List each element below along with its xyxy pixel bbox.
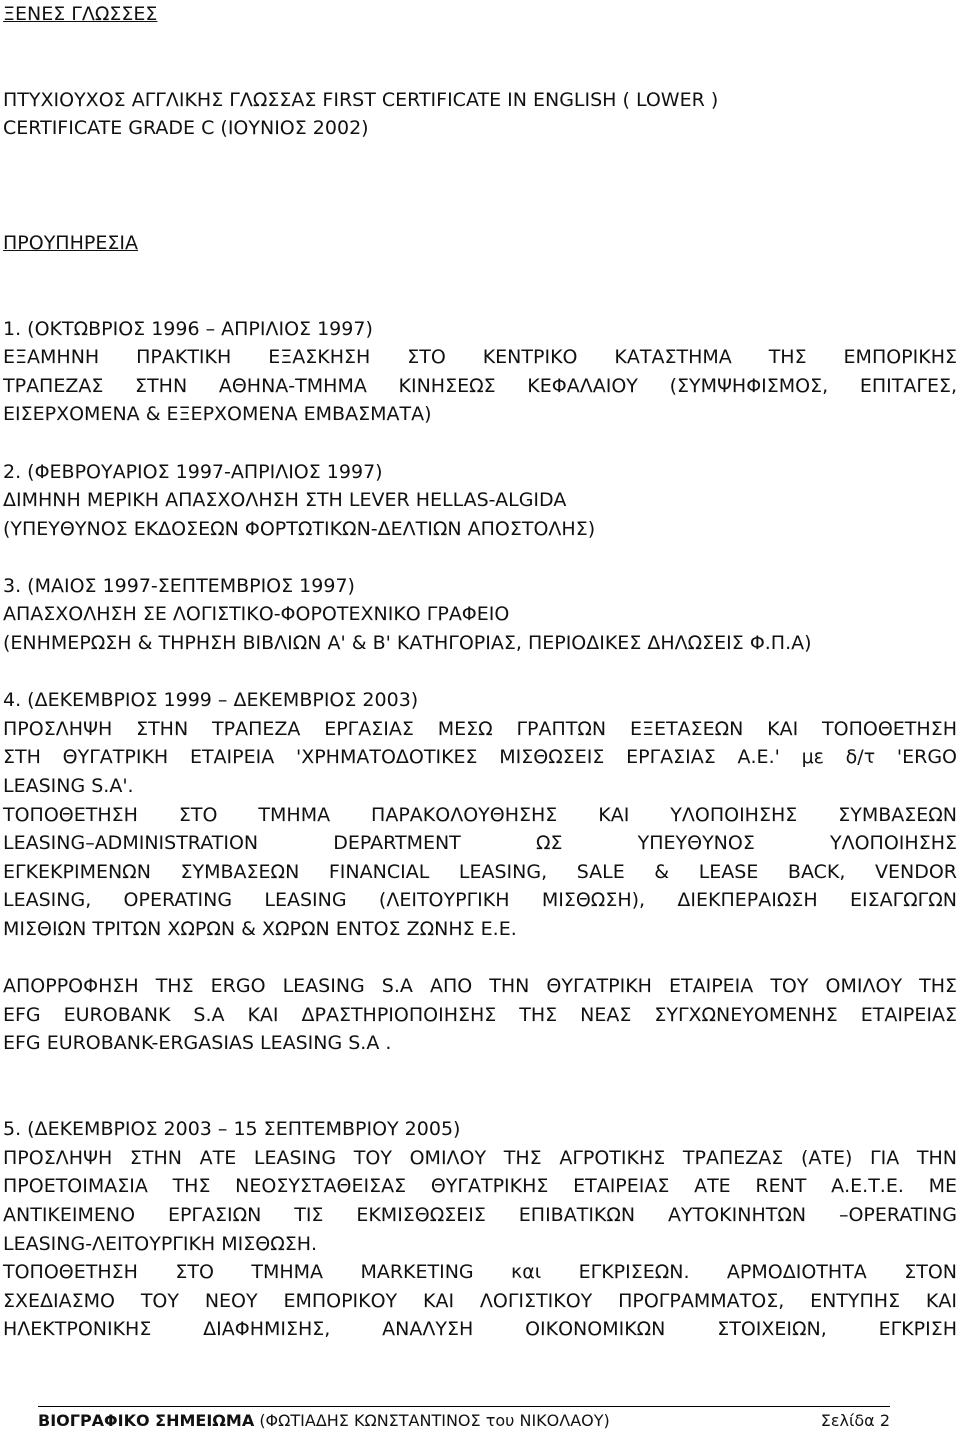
job-4-line: ΕΓΚΕΚΡΙΜΕΝΩΝ ΣΥΜΒΑΣΕΩΝ FINANCIAL LEASING, SALE & LEASE BACK, VENDOR [3, 860, 957, 883]
job-5-line: ΑΝΤΙΚΕΙΜΕΝΟ ΕΡΓΑΣΙΩΝ ΤΙΣ ΕΚΜΙΣΘΩΣΕΙΣ ΕΠΙΒΑΤΙΚΩΝ ΑΥΤΟΚΙΝΗΤΩΝ –OPERATING [3, 1203, 957, 1226]
job-3-period: 3. (ΜΑΙΟΣ 1997-ΣΕΠΤΕΜΒΡΙΟΣ 1997) [3, 574, 355, 597]
language-line: CERTIFICATE GRADE C (ΙΟΥΝΙΟΣ 2002) [3, 117, 369, 140]
footer-page-number: Σελίδα 2 [820, 1411, 890, 1430]
job-4-line: LEASING–ADMINISTRATION DEPARTMENT ΩΣ ΥΠΕΥΘΥΝΟΣ ΥΛΟΠΟΙΗΣΗΣ [3, 832, 957, 855]
job-4b-line: EFG EUROBANK S.A ΚΑΙ ΔΡΑΣΤΗΡΙΟΠΟΙΗΣΗΣ ΤΗΣ ΝΕΑΣ ΣΥΓΧΩΝΕΥΟΜΕΝΗΣ ΕΤΑΙΡΕΙΑΣ [3, 1003, 957, 1026]
job-1-line: ΤΡΑΠΕΖΑΣ ΣΤΗΝ ΑΘΗΝΑ-ΤΜΗΜΑ ΚΙΝΗΣΕΩΣ ΚΕΦΑΛΑΙΟΥ (ΣΥΜΨΗΦΙΣΜΟΣ, ΕΠΙΤΑΓΕΣ, [3, 374, 957, 397]
job-4-line: LEASING S.A'. [3, 775, 134, 798]
experience-heading: ΠΡΟΥΠΗΡΕΣΙΑ [3, 231, 138, 254]
job-4-period: 4. (ΔΕΚΕΜΒΡΙΟΣ 1999 – ΔΕΚΕΜΒΡΙΟΣ 2003) [3, 689, 419, 712]
footer-left [38, 1411, 610, 1431]
footer-author: (ΦΩΤΙΑΔΗΣ ΚΩΝΣΤΑΝΤΙΝΟΣ του ΝΙΚΟΛΑΟΥ) [259, 1411, 610, 1430]
job-4-line: ΜΙΣΘΙΩΝ ΤΡΙΤΩΝ ΧΩΡΩΝ & ΧΩΡΩΝ ΕΝΤΟΣ ΖΩΝΗΣ Ε.Ε. [3, 918, 517, 941]
job-4-line: ΣΤΗ ΘΥΓΑΤΡΙΚΗ ΕΤΑΙΡΕΙΑ 'ΧΡΗΜΑΤΟΔΟΤΙΚΕΣ ΜΙΣΘΩΣΕΙΣ ΕΡΓΑΣΙΑΣ Α.Ε.' με δ/τ 'ERGO [3, 746, 957, 769]
language-line: ΠΤΥΧΙΟΥΧΟΣ ΑΓΓΛΙΚΗΣ ΓΛΩΣΣΑΣ FIRST CERTIFICATE IN ENGLISH ( LOWER ) [3, 88, 719, 111]
job-5-line: ΣΧΕΔΙΑΣΜΟ ΤΟΥ ΝΕΟΥ ΕΜΠΟΡΙΚΟΥ ΚΑΙ ΛΟΓΙΣΤΙΚΟΥ ΠΡΟΓΡΑΜΜΑΤΟΣ, ΕΝΤΥΠΗΣ ΚΑΙ [3, 1289, 957, 1312]
job-3-line: (ΕΝΗΜΕΡΩΣΗ & ΤΗΡΗΣΗ ΒΙΒΛΙΩΝ Α' & Β' ΚΑΤΗΓΟΡΙΑΣ, ΠΕΡΙΟΔΙΚΕΣ ΔΗΛΩΣΕΙΣ Φ.Π.Α) [3, 632, 812, 655]
job-1-line: ΕΞΑΜΗΝΗ ΠΡΑΚΤΙΚΗ ΕΞΑΣΚΗΣΗ ΣΤΟ ΚΕΝΤΡΙΚΟ ΚΑΤΑΣΤΗΜΑ ΤΗΣ ΕΜΠΟΡΙΚΗΣ [3, 346, 957, 369]
job-4-line: ΠΡΟΣΛΗΨΗ ΣΤΗΝ ΤΡΑΠΕΖΑ ΕΡΓΑΣΙΑΣ ΜΕΣΩ ΓΡΑΠΤΩΝ ΕΞΕΤΑΣΕΩΝ ΚΑΙ ΤΟΠΟΘΕΤΗΣΗ [3, 717, 957, 740]
job-3-line: ΑΠΑΣΧΟΛΗΣΗ ΣΕ ΛΟΓΙΣΤΙΚΟ-ΦΟΡΟΤΕΧΝΙΚΟ ΓΡΑΦΕΙΟ [3, 603, 510, 626]
job-4b-line: ΑΠΟΡΡΟΦΗΣΗ ΤΗΣ ERGO LEASING S.A ΑΠΟ ΤΗΝ ΘΥΓΑΤΡΙΚΗ ΕΤΑΙΡΕΙΑ ΤΟΥ ΟΜΙΛΟΥ ΤΗΣ [3, 975, 957, 998]
languages-heading: ΞΕΝΕΣ ΓΛΩΣΣΕΣ [3, 3, 158, 25]
job-5-line: ΤΟΠΟΘΕΤΗΣΗ ΣΤΟ ΤΜΗΜΑ MARKETING και ΕΓΚΡΙΣΕΩΝ. ΑΡΜΟΔΙΟΤΗΤΑ ΣΤΟΝ [3, 1261, 957, 1284]
job-4b-line: EFG EUROBANK-ERGASIAS LEASING S.A . [3, 1032, 392, 1055]
footer-doc-title: ΒΙΟΓΡΑΦΙΚΟ ΣΗΜΕΙΩΜΑ [38, 1411, 255, 1430]
job-5-line: ΠΡΟΕΤΟΙΜΑΣΙΑ ΤΗΣ ΝΕΟΣΥΣΤΑΘΕΙΣΑΣ ΘΥΓΑΤΡΙΚΗΣ ΕΤΑΙΡΕΙΑΣ ΑΤΕ RENT Α.Ε.Τ.Ε. ΜΕ [3, 1175, 957, 1198]
job-2-line: ΔΙΜΗΝΗ ΜΕΡΙΚΗ ΑΠΑΣΧΟΛΗΣΗ ΣΤΗ LEVER HELLAS-ALGIDA [3, 489, 567, 512]
job-4-line: LEASING, OPERATING LEASING (ΛΕΙΤΟΥΡΓΙΚΗ ΜΙΣΘΩΣΗ), ΔΙΕΚΠΕΡΑΙΩΣΗ ΕΙΣΑΓΩΓΩΝ [3, 889, 957, 912]
job-4-line: ΤΟΠΟΘΕΤΗΣΗ ΣΤΟ ΤΜΗΜΑ ΠΑΡΑΚΟΛΟΥΘΗΣΗΣ ΚΑΙ ΥΛΟΠΟΙΗΣΗΣ ΣΥΜΒΑΣΕΩΝ [3, 803, 957, 826]
job-5-line: ΠΡΟΣΛΗΨΗ ΣΤΗΝ ΑΤΕ LEASING ΤΟΥ ΟΜΙΛΟΥ ΤΗΣ ΑΓΡΟΤΙΚΗΣ ΤΡΑΠΕΖΑΣ (ΑΤΕ) ΓΙΑ ΤΗΝ [3, 1146, 957, 1169]
job-1-period: 1. (ΟΚΤΩΒΡΙΟΣ 1996 – ΑΠΡΙΛΙΟΣ 1997) [3, 317, 373, 340]
job-1-line: ΕΙΣΕΡΧΟΜΕΝΑ & ΕΞΕΡΧΟΜΕΝΑ ΕΜΒΑΣΜΑΤΑ) [3, 403, 432, 426]
job-2-period: 2. (ΦΕΒΡΟΥΑΡΙΟΣ 1997-ΑΠΡΙΛΙΟΣ 1997) [3, 460, 383, 483]
job-2-line: (ΥΠΕΥΘΥΝΟΣ ΕΚΔΟΣΕΩΝ ΦΟΡΤΩΤΙΚΩΝ-ΔΕΛΤΙΩΝ ΑΠΟΣΤΟΛΗΣ) [3, 517, 596, 540]
job-5-line: ΗΛΕΚΤΡΟΝΙΚΗΣ ΔΙΑΦΗΜΙΣΗΣ, ΑΝΑΛΥΣΗ ΟΙΚΟΝΟΜΙΚΩΝ ΣΤΟΙΧΕΙΩΝ, ΕΓΚΡΙΣΗ [3, 1318, 957, 1341]
job-5-line: LEASING-ΛΕΙΤΟΥΡΓΙΚΗ ΜΙΣΘΩΣΗ. [3, 1232, 318, 1255]
page-footer [38, 1406, 890, 1431]
document-page [3, 0, 957, 1344]
job-5-period: 5. (ΔΕΚΕΜΒΡΙΟΣ 2003 – 15 ΣΕΠΤΕΜΒΡΙΟΥ 2005) [3, 1118, 461, 1141]
